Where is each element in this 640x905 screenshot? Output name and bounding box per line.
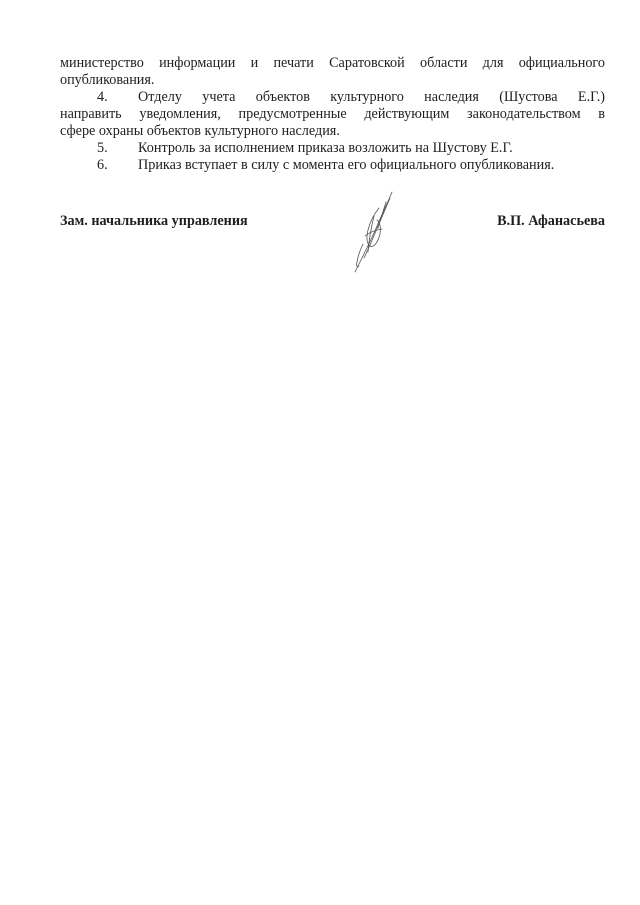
list-item-6-number: 6.: [97, 157, 108, 173]
handwritten-signature: [330, 188, 410, 278]
list-item-5-text: Контроль за исполнением приказа возложить на Шустову Е.Г.: [138, 140, 513, 156]
list-item-6: [60, 157, 605, 174]
list-item-6-text: Приказ вступает в силу с момента его официального опубликования.: [138, 157, 555, 173]
list-item-5-number: 5.: [97, 140, 108, 156]
list-item-5: [60, 140, 605, 157]
list-item-4-line-3: сфере охраны объектов культурного наследия.: [60, 123, 340, 139]
document-body: [60, 55, 605, 174]
list-item-4-number: 4.: [97, 89, 108, 105]
list-item-4-line-2: направить уведомления, предусмотренные действующим законодательством в: [60, 106, 605, 122]
signer-name: В.П. Афанасьева: [497, 213, 605, 229]
paragraph-line-1: министерство информации и печати Саратовской области для официального: [60, 55, 605, 71]
paragraph-line-2: опубликования.: [60, 72, 155, 88]
paragraph-continuation: [60, 55, 605, 89]
signer-position-title: Зам. начальника управления: [60, 213, 248, 229]
signature-row: [60, 213, 605, 233]
list-item-4-line-1: Отделу учета объектов культурного наследия (Шустова Е.Г.): [138, 89, 605, 105]
list-item-4: [60, 89, 605, 140]
